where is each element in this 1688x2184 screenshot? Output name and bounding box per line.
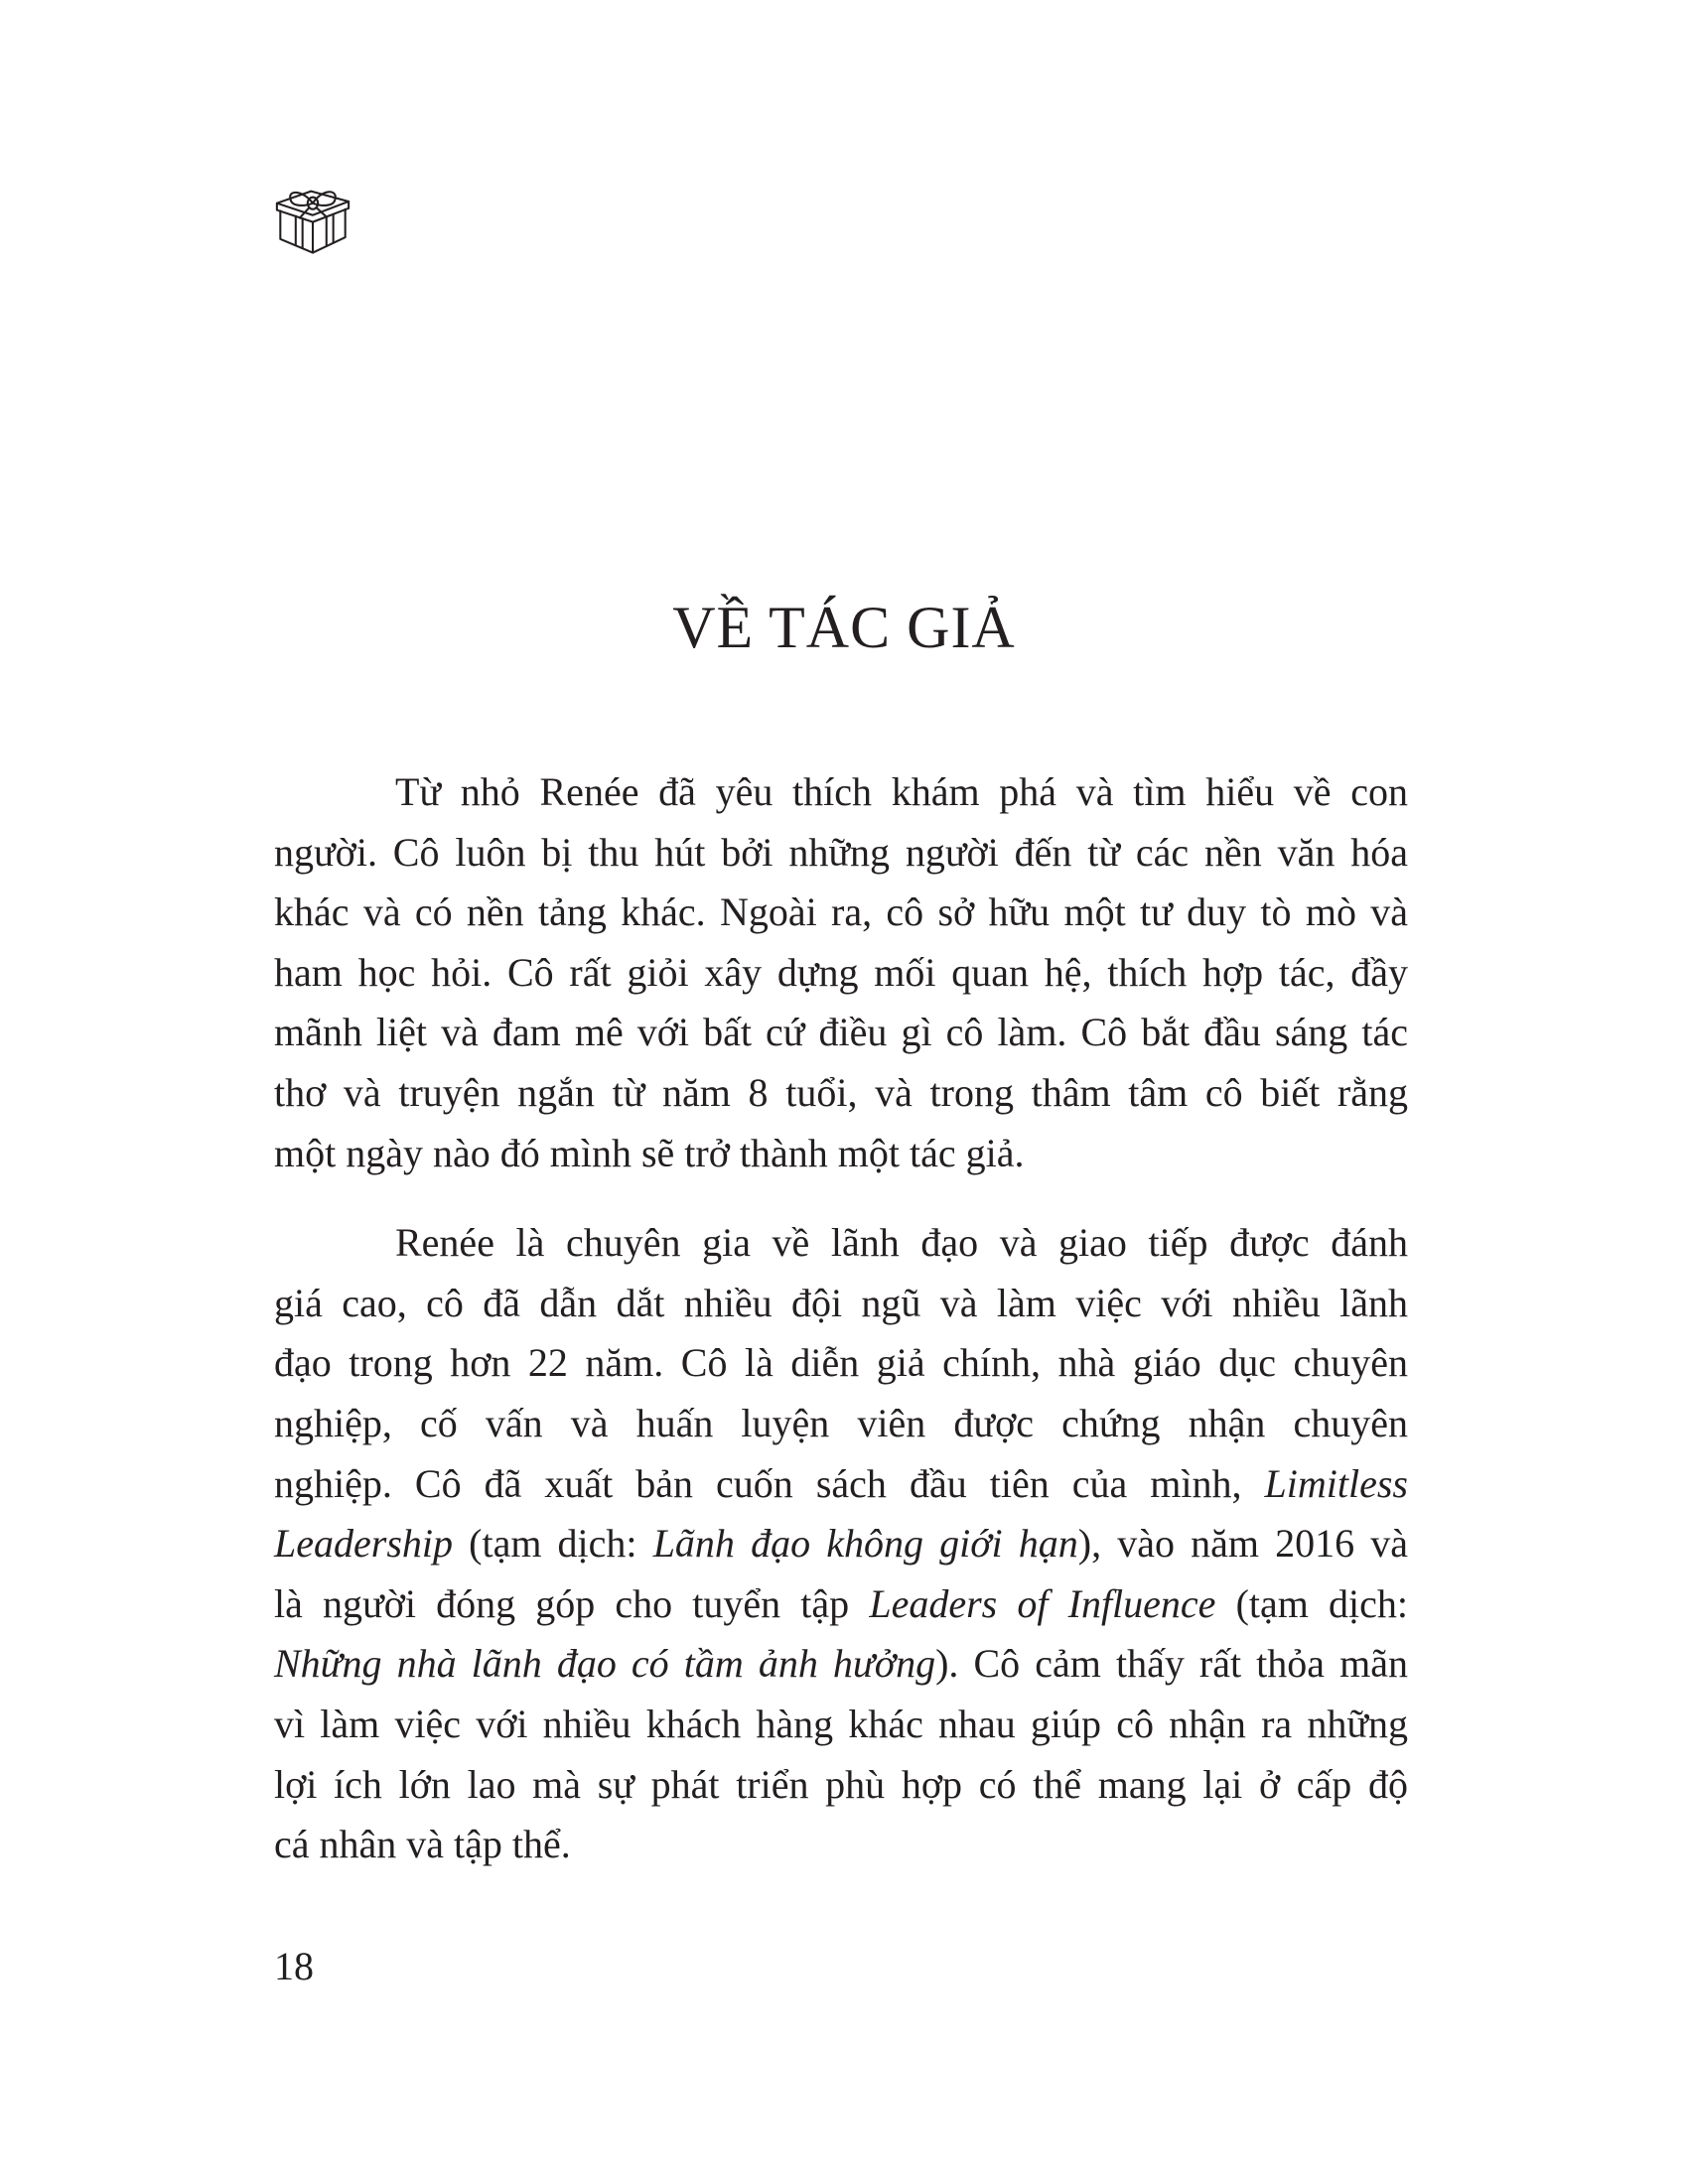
italic-title-text: Leaders of Influence xyxy=(869,1580,1216,1626)
text-segment: Renée là chuyên gia về lãnh đạo và giao tiếp được đánh xyxy=(395,1220,1408,1266)
text-line xyxy=(274,1815,1408,1875)
text-line xyxy=(274,1124,1408,1184)
text-line xyxy=(274,1634,1408,1695)
text-line xyxy=(274,883,1408,943)
text-segment: ). Cô cảm thấy rất thỏa mãn xyxy=(935,1641,1408,1687)
gift-box-icon xyxy=(270,171,355,256)
text-line xyxy=(274,1514,1408,1574)
text-segment: mãnh liệt và đam mê với bất cứ điều gì cô làm. Cô bắt đầu sáng tác xyxy=(274,1010,1408,1055)
text-line xyxy=(274,1213,1408,1274)
text-line xyxy=(274,943,1408,1004)
text-segment: nghiệp. Cô đã xuất bản cuốn sách đầu tiên của mình, xyxy=(274,1460,1265,1506)
page-title: VỀ TÁC GIẢ xyxy=(672,595,1016,660)
text-segment: Từ nhỏ Renée đã yêu thích khám phá và tìm hiểu về con xyxy=(395,769,1408,814)
text-segment: thơ và truyện ngắn từ năm 8 tuổi, và trong thâm tâm cô biết rằng xyxy=(274,1069,1408,1115)
text-line xyxy=(274,1063,1408,1124)
text-segment: giá cao, cô đã dẫn dắt nhiều đội ngũ và làm việc với nhiều lãnh xyxy=(274,1280,1408,1325)
italic-title-text: Limitless xyxy=(1264,1460,1408,1506)
text-line xyxy=(274,1003,1408,1063)
italic-title-text: Leadership xyxy=(274,1521,453,1567)
text-segment: (tạm dịch: xyxy=(1215,1580,1409,1626)
text-line xyxy=(274,1574,1408,1635)
text-segment: người. Cô luôn bị thu hút bởi những người đến từ các nền văn hóa xyxy=(274,829,1408,875)
text-line xyxy=(274,1333,1408,1394)
text-segment: nghiệp, cố vấn và huấn luyện viên được chứng nhận chuyên xyxy=(274,1400,1408,1445)
text-segment: khác và có nền tảng khác. Ngoài ra, cô sở hữu một tư duy tò mò và xyxy=(274,889,1408,935)
text-line xyxy=(274,1454,1408,1515)
text-segment: (tạm dịch: xyxy=(453,1521,653,1567)
text-segment: vì làm việc với nhiều khách hàng khác nhau giúp cô nhận ra những xyxy=(274,1701,1408,1746)
paragraph xyxy=(274,1213,1408,1875)
text-line xyxy=(274,823,1408,884)
text-segment: một ngày nào đó mình sẽ trở thành một tác giả. xyxy=(274,1130,1025,1175)
text-segment: cá nhân và tập thể. xyxy=(274,1822,571,1867)
italic-title-text: Những nhà lãnh đạo có tầm ảnh hưởng xyxy=(274,1641,936,1687)
text-line xyxy=(274,1695,1408,1755)
paragraph xyxy=(274,762,1408,1183)
text-segment: ham học hỏi. Cô rất giỏi xây dựng mối quan hệ, thích hợp tác, đầy xyxy=(274,949,1408,995)
text-line xyxy=(274,1394,1408,1454)
text-segment: đạo trong hơn 22 năm. Cô là diễn giả chính, nhà giáo dục chuyên xyxy=(274,1340,1408,1386)
italic-title-text: Lãnh đạo không giới hạn xyxy=(652,1521,1078,1567)
body-text xyxy=(274,762,1408,1905)
page-number: 18 xyxy=(274,1944,314,1988)
text-segment: ), vào năm 2016 và xyxy=(1077,1521,1409,1567)
text-segment: lợi ích lớn lao mà sự phát triển phù hợp có thể mang lại ở cấp độ xyxy=(274,1761,1408,1807)
text-line xyxy=(274,762,1408,823)
text-line xyxy=(274,1755,1408,1816)
text-segment: là người đóng góp cho tuyển tập xyxy=(274,1580,870,1626)
text-line xyxy=(274,1274,1408,1334)
